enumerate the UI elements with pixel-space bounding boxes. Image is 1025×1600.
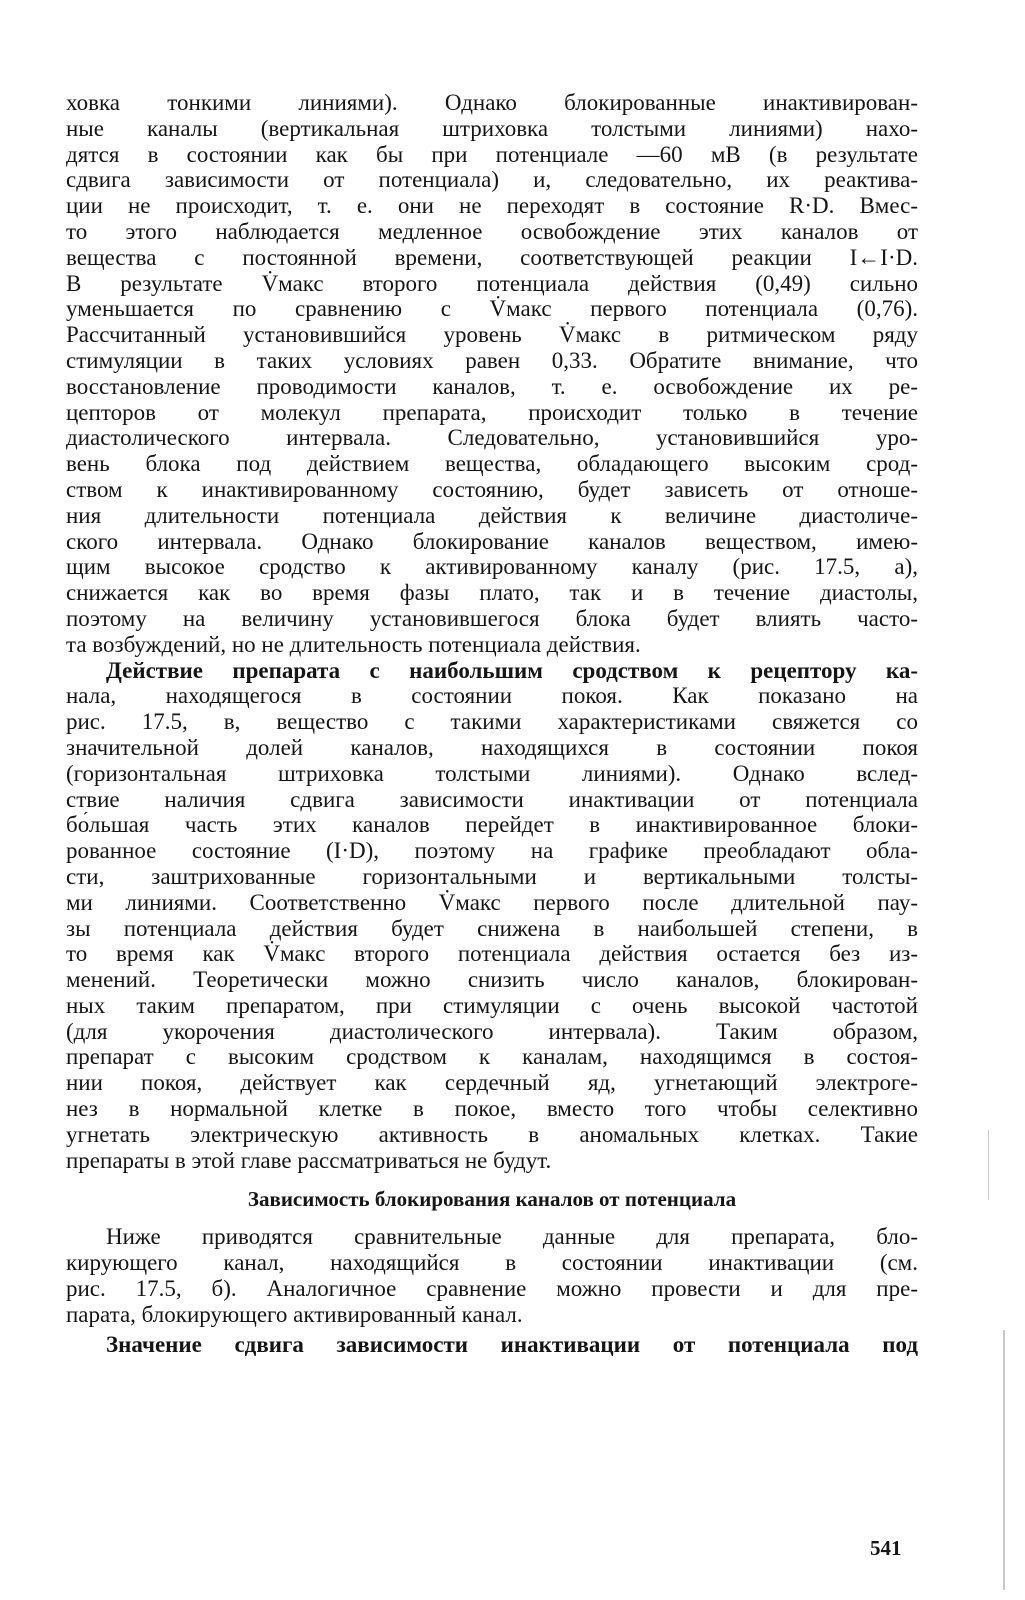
section-heading: Зависимость блокирования каналов от потенциала <box>247 1187 737 1212</box>
text-line: угнетать электрическую активность в аномальных клетках. Такие <box>66 1121 918 1147</box>
paragraph-1 <box>66 90 918 658</box>
scan-edge-line <box>988 1130 989 1200</box>
text-line: сти, заштрихованные горизонтальными и вертикальными толсты- <box>66 863 918 889</box>
text-line: (для укорочения диастолического интервала). Таким образом, <box>66 1018 918 1044</box>
text-line: рис. 17.5, в, вещество с такими характеристиками свяжется со <box>66 709 918 735</box>
text-line: нала, находящегося в состоянии покоя. Как показано на <box>66 683 918 709</box>
text-line: диастолического интервала. Следовательно, установившийся уро- <box>66 425 918 451</box>
text-line: ции не происходит, т. е. они не переходят в состояние R·D. Вмес- <box>66 193 918 219</box>
text-line: ховка тонкими линиями). Однако блокированные инактивирован- <box>66 90 918 115</box>
text-line: вещества с постоянной времени, соответствующей реакции I←I·D. <box>66 244 918 270</box>
text-line: сдвига зависимости от потенциала) и, следовательно, их реактива- <box>66 167 918 193</box>
text-line: то время как V̇макс второго потенциала действия остается без из- <box>66 941 918 967</box>
text-line: нез в нормальной клетке в покое, вместо того чтобы селективно <box>66 1096 918 1122</box>
text-line: менений. Теоретически можно снизить число каналов, блокирован- <box>66 967 918 993</box>
text-line: стимуляции в таких условиях равен 0,33. Обратите внимание, что <box>66 347 918 373</box>
text-line: уменьшается по сравнению с V̇макс первого потенциала (0,76). <box>66 296 918 322</box>
text-line: цепторов от молекул препарата, происходит только в течение <box>66 399 918 425</box>
text-line: вень блока под действием вещества, обладающего высоким срод- <box>66 451 918 477</box>
text-line: кирующего канал, находящийся в состоянии инактивации (см. <box>66 1250 918 1276</box>
text-line: препарат с высоким сродством к каналам, находящимся в состоя- <box>66 1044 918 1070</box>
text-line: то этого наблюдается медленное освобождение этих каналов от <box>66 218 918 244</box>
text-line: значительной долей каналов, находящихся в состоянии покоя <box>66 734 918 760</box>
subheading-line: Значение сдвига зависимости инактивации от потенциала под <box>106 1331 918 1357</box>
text-line: Ниже приводятся сравнительные данные для препарата, бло- <box>106 1224 918 1250</box>
text-line: ми линиями. Соответственно V̇макс первого после длительной пау- <box>66 889 918 915</box>
text-line: дятся в состоянии как бы при потенциале —60 мВ (в результате <box>66 141 918 167</box>
text-line: ством к инактивированному состоянию, будет зависеть от отноше- <box>66 476 918 502</box>
scan-edge-line <box>1003 1330 1005 1590</box>
text-line: восстановление проводимости каналов, т. е. освобождение их ре- <box>66 373 918 399</box>
text-line: рис. 17.5, б). Аналогичное сравнение можно провести и для пре- <box>66 1276 918 1302</box>
text-line: ствие наличия сдвига зависимости инактивации от потенциала <box>66 786 918 812</box>
text-line: поэтому на величину установившегося блока будет влиять часто- <box>66 605 918 631</box>
text-line: В результате V̇макс второго потенциала действия (0,49) сильно <box>66 270 918 296</box>
text-line: Действие препарата с наибольшим сродством к рецептору ка- <box>106 657 918 683</box>
text-line: ского интервала. Однако блокирование каналов веществом, имею- <box>66 528 918 554</box>
text-line: щим высокое сродство к активированному каналу (рис. 17.5, а), <box>66 554 918 580</box>
text-line: препараты в этой главе рассматриваться не будут. <box>66 1147 552 1173</box>
text-line: ния длительности потенциала действия к величине диастоличе- <box>66 502 918 528</box>
text-line: ные каналы (вертикальная штриховка толстыми линиями) нахо- <box>66 115 918 141</box>
text-line: зы потенциала действия будет снижена в наибольшей степени, в <box>66 915 918 941</box>
text-line: парата, блокирующего активированный канал. <box>66 1301 523 1327</box>
text-line: та возбуждений, но не длительность потенциала действия. <box>66 631 641 657</box>
paragraph-3 <box>66 1224 918 1327</box>
text-line: Рассчитанный установившийся уровень V̇макс в ритмическом ряду <box>66 322 918 348</box>
text-line: снижается как во время фазы плато, так и в течение диастолы, <box>66 580 918 606</box>
text-line: нии покоя, действует как сердечный яд, угнетающий электроге- <box>66 1070 918 1096</box>
text-line: бо́льшая часть этих каналов перейдет в инактивированное блоки- <box>66 812 918 838</box>
paragraph-2 <box>66 658 918 1174</box>
text-line: рованное состояние (I·D), поэтому на графике преобладают обла- <box>66 838 918 864</box>
text-line: ных таким препаратом, при стимуляции с очень высокой частотой <box>66 992 918 1018</box>
page-content <box>66 90 918 1357</box>
text-line: (горизонтальная штриховка толстыми линиями). Однако вслед- <box>66 760 918 786</box>
page-number: 541 <box>870 1536 902 1560</box>
